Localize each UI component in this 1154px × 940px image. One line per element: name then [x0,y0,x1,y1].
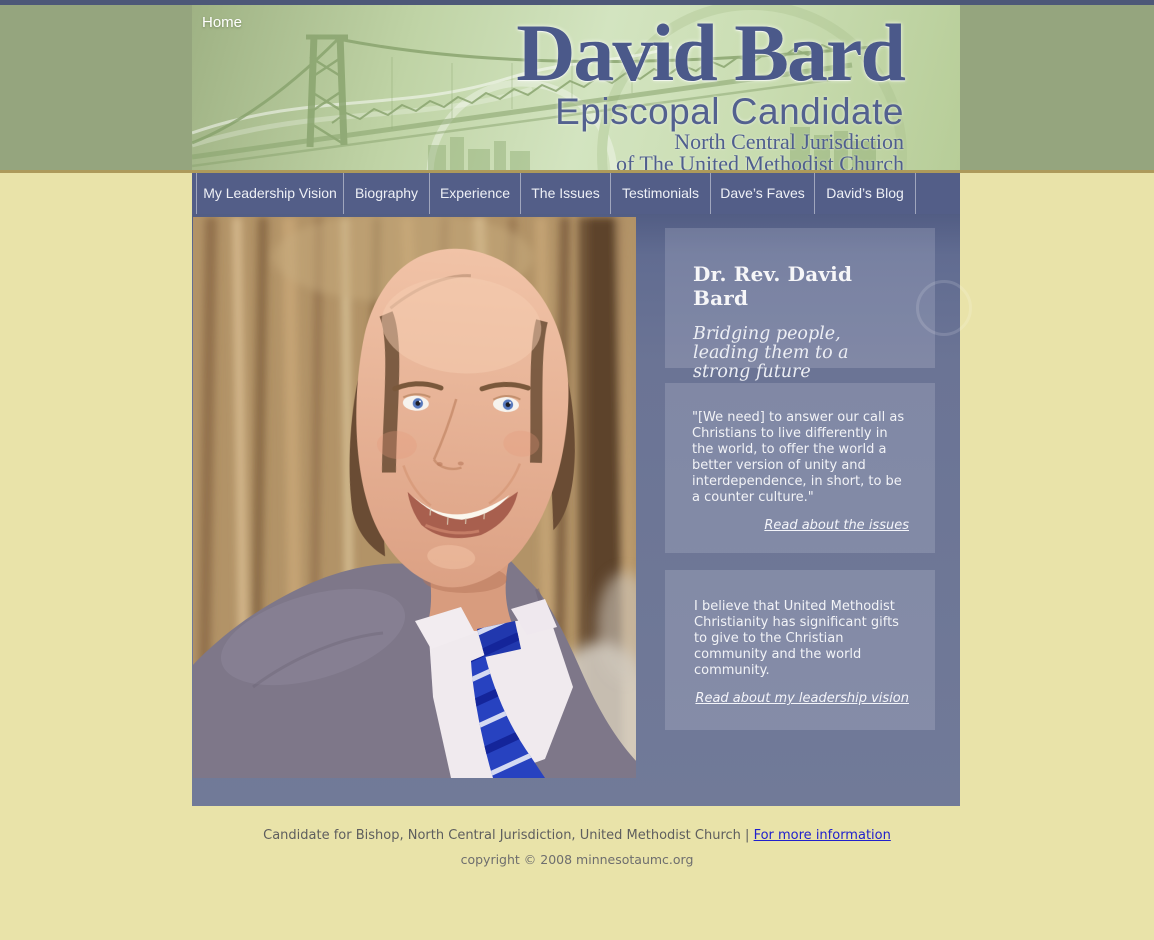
home-link[interactable]: Home [202,14,243,31]
for-more-information-link[interactable]: For more information [753,828,891,843]
nav-item-daves-faves[interactable]: Dave’s Faves [711,173,815,214]
main-content [192,214,960,806]
candidate-tagline: Bridging people, leading them to a strong future [693,324,849,382]
nav-item-testimonials[interactable]: Testimonials [611,173,711,214]
nav-item-biography[interactable]: Biography [344,173,430,214]
nav-item-experience[interactable]: Experience [430,173,521,214]
nav-item-leadership-vision[interactable]: My Leadership Vision [196,173,344,214]
header-banner [192,5,960,170]
belief-text: I believe that United Methodist Christianity has significant gifts to give to the Christian community and the world community. [694,599,899,678]
site-tagline-line2: of The United Methodist Church [616,151,904,170]
copyright-text: copyright © 2008 minnesotaumc.org [460,852,694,867]
quote-card [665,383,935,553]
nav-item-davids-blog[interactable]: David’s Blog [815,173,916,214]
belief-card [665,570,935,730]
read-leadership-vision-link[interactable]: Read about my leadership vision [695,691,909,706]
site-title: David Bard [516,7,904,98]
candidate-name-heading: Dr. Rev. David Bard [693,262,853,310]
read-about-issues-link[interactable]: Read about the issues [764,518,909,533]
footer-line [0,828,1154,843]
main-navigation [192,173,960,214]
portrait-photo [193,217,636,778]
intro-card [665,228,935,382]
site-title-block [516,7,904,170]
quote-text: "[We need] to answer our call as Christians to live differently in the world, to offer the world a better version of unity and interdependence, in short, to be a counter culture." [692,410,905,505]
site-tagline-line1: North Central Jurisdiction [674,129,904,154]
site-subtitle: Episcopal Candidate [555,91,904,132]
nav-item-the-issues[interactable]: The Issues [521,173,611,214]
footer-text: Candidate for Bishop, North Central Jurisdiction, United Methodist Church | [263,828,750,843]
